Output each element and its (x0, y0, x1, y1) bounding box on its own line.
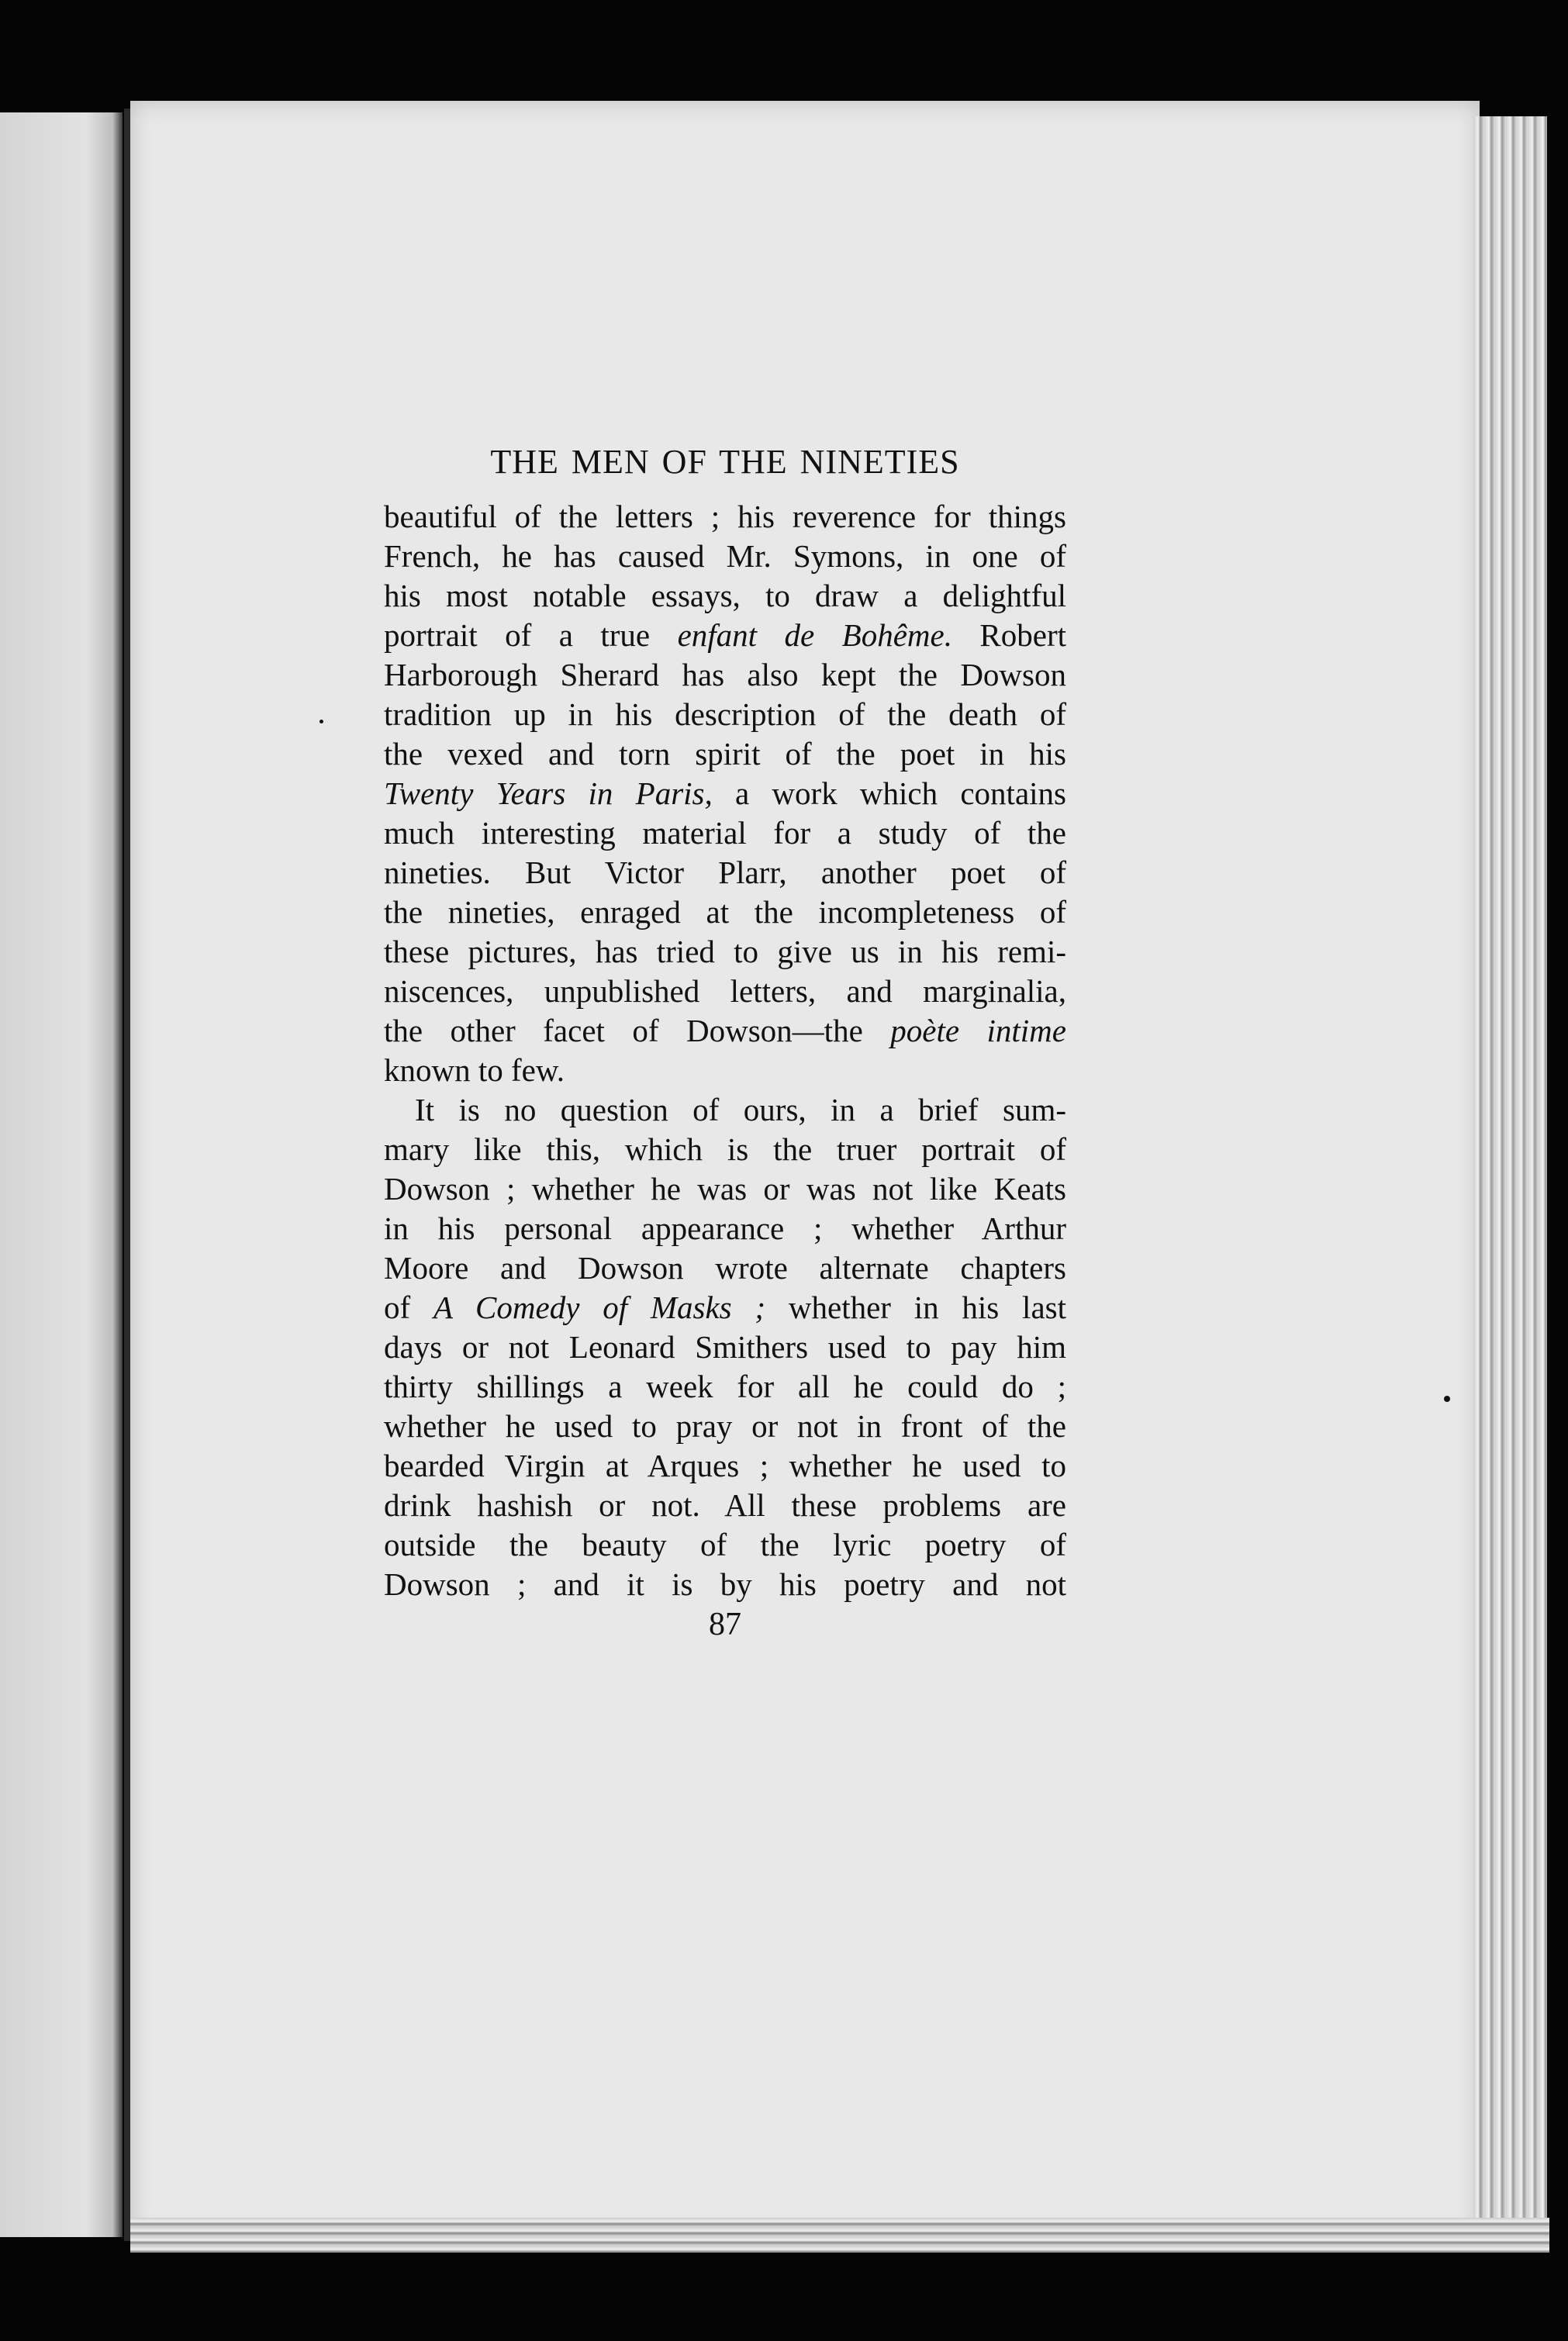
running-head: THE MEN OF THE NINETIES (490, 443, 960, 481)
text-line (384, 695, 1066, 734)
text-line (384, 1486, 1066, 1525)
text-line (384, 497, 1066, 537)
text-run: these pictures, has tried to give us in his remi- (384, 934, 1066, 969)
text-run: thirty shillings a week for all he could do ; (384, 1369, 1066, 1404)
text-line (384, 1525, 1066, 1565)
text-line (384, 1090, 1066, 1130)
book-gutter (124, 109, 130, 2241)
text-line (384, 1130, 1066, 1169)
scan-speck (319, 720, 323, 723)
text-run: mary like this, which is the truer portrait of (384, 1131, 1066, 1167)
text-line (384, 853, 1066, 893)
text-run: of (384, 1290, 433, 1325)
text-run: whether he used to pray or not in front of the (384, 1408, 1066, 1444)
text-run: French, he has caused Mr. Symons, in one of (384, 538, 1066, 574)
text-line (384, 774, 1066, 813)
paragraph-2 (384, 1090, 1066, 1604)
text-run: Robert (952, 617, 1066, 653)
text-line (384, 1011, 1066, 1051)
text-run: outside the beauty of the lyric poetry of (384, 1527, 1066, 1562)
text-line (384, 576, 1066, 616)
text-line (384, 932, 1066, 972)
text-line (384, 1446, 1066, 1486)
text-line (384, 537, 1066, 576)
facing-page-edge (0, 112, 123, 2237)
text-run: nineties. But Victor Plarr, another poet of (384, 855, 1066, 890)
text-run: known to few. (384, 1052, 565, 1088)
text-line (384, 1248, 1066, 1288)
text-run: days or not Leonard Smithers used to pay him (384, 1329, 1066, 1365)
text-run: It is no question of ours, in a brief sum- (415, 1092, 1066, 1127)
italic-title: enfant de Bohême. (677, 617, 952, 653)
page-text (384, 442, 1066, 1643)
page-number: 87 (709, 1607, 741, 1642)
text-run: tradition up in his description of the death of (384, 696, 1066, 732)
text-run: Moore and Dowson wrote alternate chapters (384, 1250, 1066, 1286)
text-line (384, 1051, 1066, 1090)
text-line (384, 616, 1066, 655)
text-line (384, 1169, 1066, 1209)
text-line (384, 893, 1066, 932)
text-line (384, 1328, 1066, 1367)
italic-title: A Comedy of Masks ; (433, 1290, 766, 1325)
text-run: his most notable essays, to draw a delightful (384, 578, 1066, 613)
text-run: in his personal appearance ; whether Arthur (384, 1210, 1066, 1246)
text-line (384, 1209, 1066, 1248)
page-stack-right-edge (1473, 116, 1547, 2225)
text-line (384, 1407, 1066, 1446)
text-run: much interesting material for a study of the (384, 815, 1066, 851)
text-run: the nineties, enraged at the incompleteness of (384, 894, 1066, 930)
paragraph-1 (384, 497, 1066, 1090)
text-run: the other facet of Dowson—the (384, 1013, 891, 1048)
text-run: whether in his last (765, 1290, 1066, 1325)
text-run: drink hashish or not. All these problems are (384, 1487, 1066, 1523)
italic-title: poète intime (890, 1013, 1066, 1048)
scan-speck (1444, 1396, 1450, 1402)
text-run: the vexed and torn spirit of the poet in his (384, 736, 1066, 772)
text-run: a work which contains (712, 775, 1066, 811)
text-run: beautiful of the letters ; his reverence for things (384, 499, 1066, 534)
italic-title: Twenty Years in Paris, (384, 775, 713, 811)
text-run: Harborough Sherard has also kept the Dowson (384, 657, 1066, 692)
text-line (384, 1288, 1066, 1328)
text-line (384, 1565, 1066, 1604)
text-line (384, 734, 1066, 774)
page-stack-bottom-edge (130, 2218, 1549, 2253)
text-run: Dowson ; whether he was or was not like Keats (384, 1171, 1066, 1207)
text-run: portrait of a true (384, 617, 678, 653)
text-run: niscences, unpublished letters, and marginalia, (384, 973, 1066, 1009)
text-line (384, 813, 1066, 853)
text-line (384, 655, 1066, 695)
text-run: bearded Virgin at Arques ; whether he used to (384, 1448, 1066, 1483)
text-line (384, 972, 1066, 1011)
text-run: Dowson ; and it is by his poetry and not (384, 1566, 1066, 1602)
text-line (384, 1367, 1066, 1407)
